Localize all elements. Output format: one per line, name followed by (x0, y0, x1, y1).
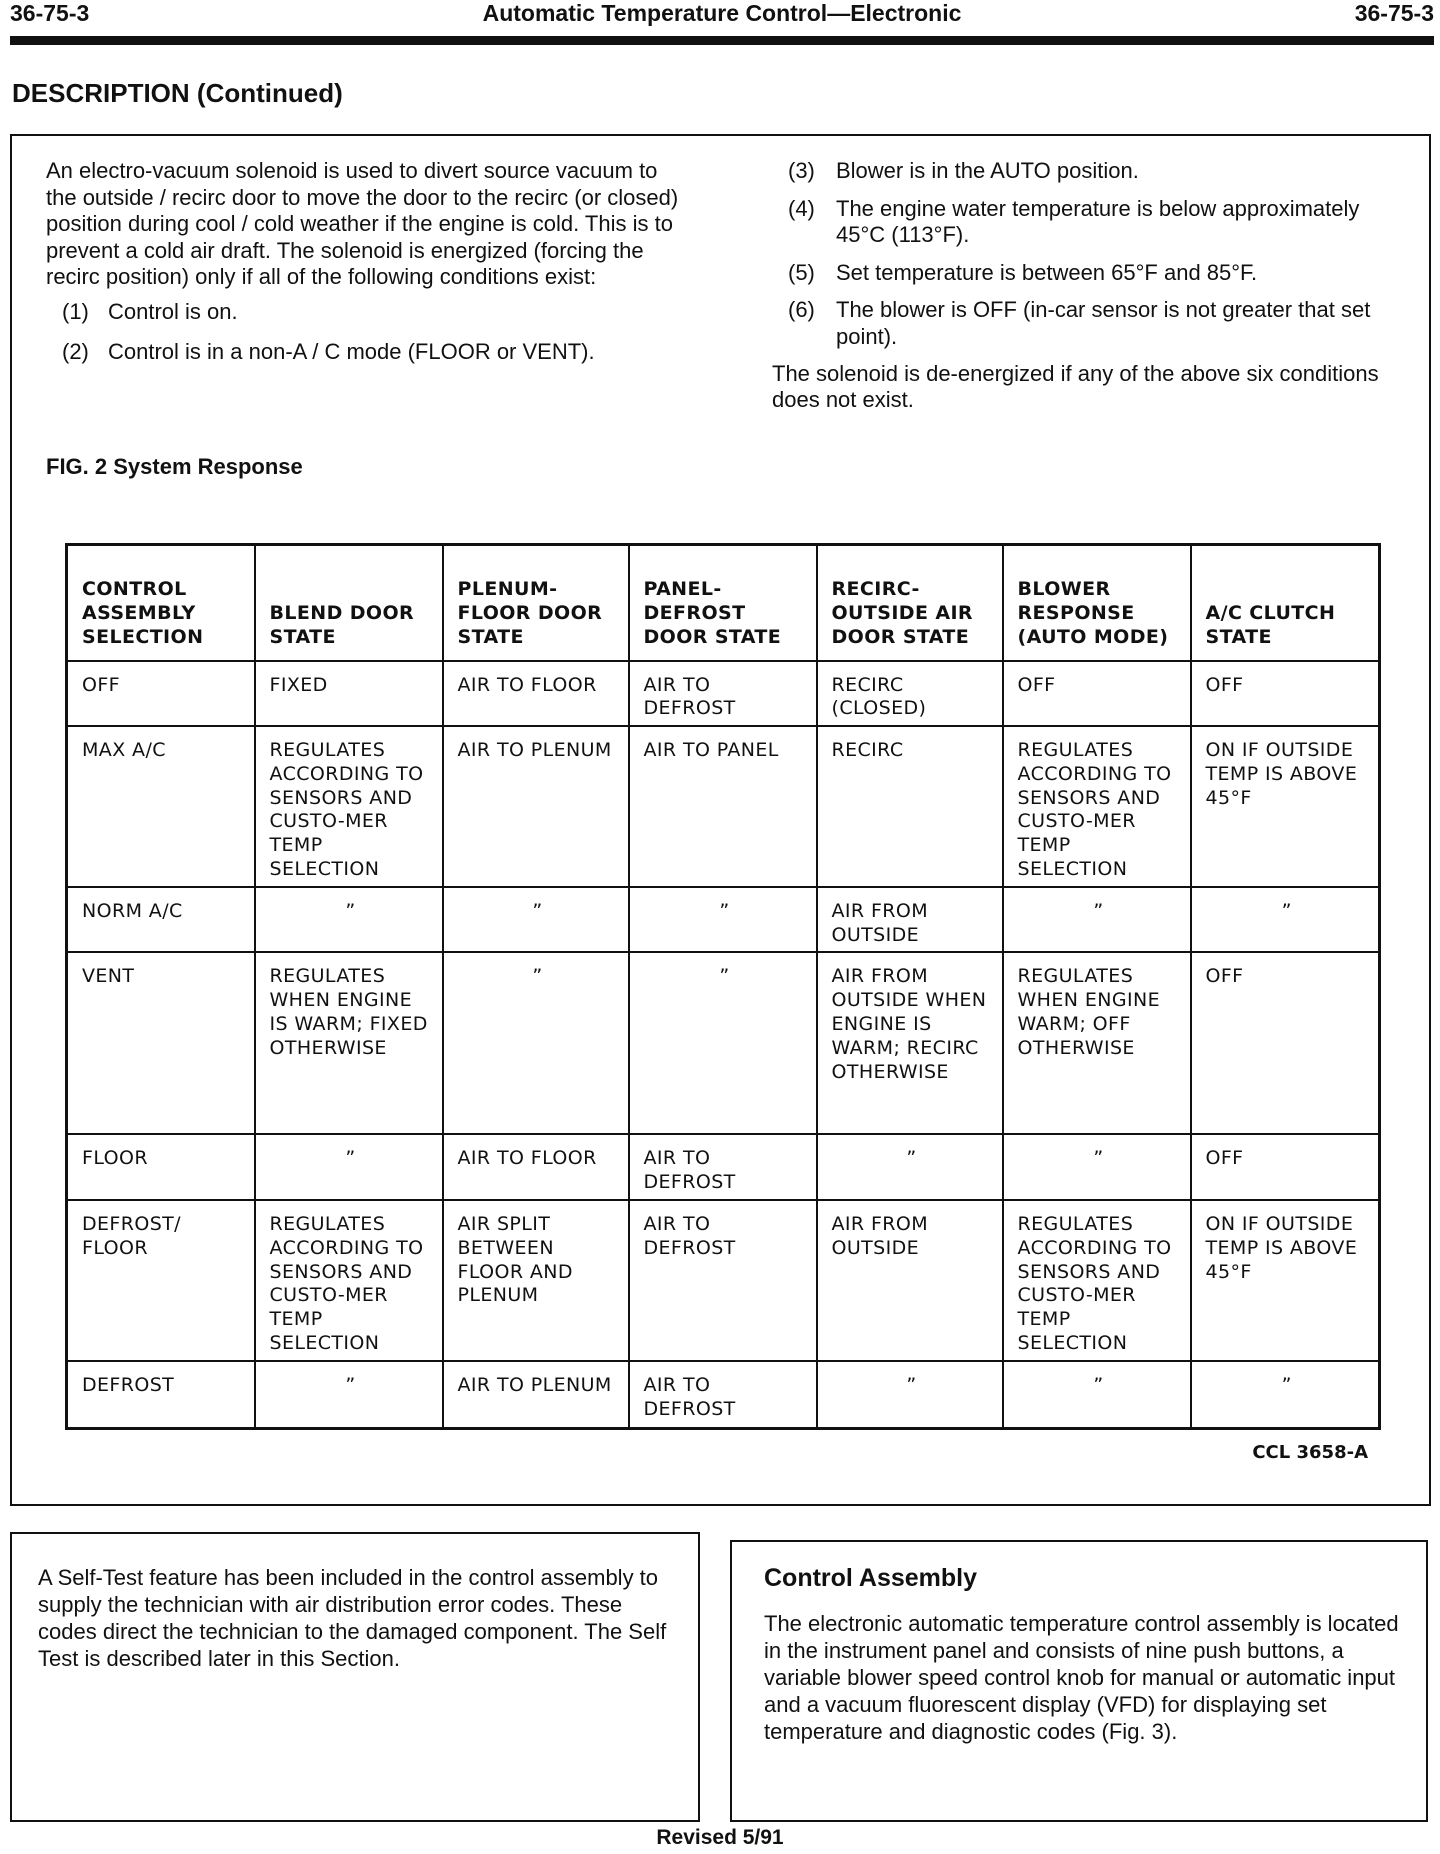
condition-number: (6) (788, 297, 815, 323)
page-number-left: 36-75-3 (10, 0, 90, 26)
table-cell: OFF (1191, 952, 1380, 1134)
condition-item (772, 196, 1384, 249)
column-header: PLENUM-FLOOR DOOR STATE (443, 545, 629, 661)
table-cell: FLOOR (67, 1134, 255, 1200)
control-assembly-heading: Control Assembly (764, 1564, 978, 1592)
header-rule (10, 36, 1434, 45)
ditto-cell: ” (629, 887, 817, 953)
closing-paragraph: The solenoid is de-energized if any of the above six conditions does not exist. (772, 360, 1379, 413)
condition-number: (2) (62, 338, 89, 364)
condition-text: The blower is OFF (in-car sensor is not greater that set point). (836, 297, 1371, 349)
table-cell: OFF (1191, 661, 1380, 727)
table-cell: FIXED (255, 661, 443, 727)
ditto-cell: ” (443, 952, 629, 1134)
column-header: BLEND DOOR STATE (255, 545, 443, 661)
table-row (67, 726, 1380, 887)
table-cell: NORM A/C (67, 887, 255, 953)
ditto-cell: ” (629, 952, 817, 1134)
ditto-cell: ” (1191, 887, 1380, 953)
revision-footer: Revised 5/91 (656, 1826, 784, 1849)
intro-left-column (46, 158, 686, 365)
table-cell: VENT (67, 952, 255, 1134)
table-cell: OFF (67, 661, 255, 727)
table-cell: REGULATES ACCORDING TO SENSORS AND CUSTO-MER TEMP SELECTION (1003, 726, 1191, 887)
table-cell: REGULATES WHEN ENGINE WARM; OFF OTHERWISE (1003, 952, 1191, 1134)
ditto-cell: ” (1003, 1361, 1191, 1429)
page-header (10, 0, 1434, 30)
ditto-cell: ” (817, 1134, 1003, 1200)
table-cell: ON IF OUTSIDE TEMP IS ABOVE 45°F (1191, 726, 1380, 887)
ditto-cell: ” (1191, 1361, 1380, 1429)
condition-text: Set temperature is between 65°F and 85°F. (836, 259, 1258, 285)
table-row (67, 661, 1380, 727)
table-cell: AIR TO PLENUM (443, 1361, 629, 1429)
column-header: PANEL-DEFROST DOOR STATE (629, 545, 817, 661)
table-cell: AIR FROM OUTSIDE WHEN ENGINE IS WARM; RECIRC OTHERWISE (817, 952, 1003, 1134)
table-cell: AIR TO DEFROST (629, 661, 817, 727)
control-assembly-text: The electronic automatic temperature control assembly is located in the instrument panel and consists of nine push buttons, a variable blower speed control knob for manual or automatic input and a vacuum fluorescent display (VFD) for displaying set temperature and diagnostic codes (Fig. 3). (764, 1611, 1399, 1744)
table-cell: REGULATES ACCORDING TO SENSORS AND CUSTO-MER TEMP SELECTION (1003, 1200, 1191, 1361)
condition-number: (4) (788, 195, 815, 221)
condition-text: Control is on. (108, 298, 238, 324)
table-header-row (67, 545, 1380, 661)
table-cell: AIR TO FLOOR (443, 1134, 629, 1200)
condition-item (772, 260, 1384, 287)
condition-number: (3) (788, 158, 815, 183)
table-cell: REGULATES WHEN ENGINE IS WARM; FIXED OTHERWISE (255, 952, 443, 1134)
self-test-box (10, 1532, 700, 1822)
condition-item (772, 158, 1384, 185)
ditto-cell: ” (817, 1361, 1003, 1429)
table-cell: AIR TO PANEL (629, 726, 817, 887)
condition-text: Blower is in the AUTO position. (836, 158, 1139, 183)
document-title: Automatic Temperature Control—Electronic (482, 0, 962, 26)
table-cell: AIR TO DEFROST (629, 1200, 817, 1361)
condition-item (46, 299, 686, 326)
self-test-text: A Self-Test feature has been included in the control assembly to supply the technician with air distribution error codes. These codes direct the technician to the damaged component. The Self Test is described later in this Section. (38, 1565, 667, 1671)
condition-number: (1) (62, 298, 89, 324)
column-header: BLOWER RESPONSE (AUTO MODE) (1003, 545, 1191, 661)
system-response-table (65, 543, 1381, 1430)
condition-text: Control is in a non-A / C mode (FLOOR or VENT). (108, 338, 595, 364)
table-cell: ON IF OUTSIDE TEMP IS ABOVE 45°F (1191, 1200, 1380, 1361)
table-row (67, 1200, 1380, 1361)
table-row (67, 1361, 1380, 1429)
ditto-cell: ” (255, 887, 443, 953)
table-cell: AIR SPLIT BETWEEN FLOOR AND PLENUM (443, 1200, 629, 1361)
condition-item (772, 297, 1384, 350)
table-row (67, 952, 1380, 1134)
table-cell: AIR TO DEFROST (629, 1361, 817, 1429)
table-cell: AIR FROM OUTSIDE (817, 1200, 1003, 1361)
condition-item (46, 339, 686, 366)
control-assembly-box (730, 1540, 1428, 1822)
table-cell: OFF (1191, 1134, 1380, 1200)
table-cell: DEFROST (67, 1361, 255, 1429)
table-row (67, 1134, 1380, 1200)
table-cell: MAX A/C (67, 726, 255, 887)
figure-code: CCL 3658-A (1252, 1442, 1368, 1463)
table-cell: REGULATES ACCORDING TO SENSORS AND CUSTO-MER TEMP SELECTION (255, 726, 443, 887)
intro-paragraph: An electro-vacuum solenoid is used to divert source vacuum to the outside / recirc door to move the door to the recirc (or closed) position during cool / cold weather if the engine is cold. This is to prevent a cold air draft. The solenoid is energized (forcing the recirc position) only if all of the following conditions exist: (46, 158, 679, 290)
ditto-cell: ” (255, 1361, 443, 1429)
condition-text: The engine water temperature is below approximately 45°C (113°F). (836, 195, 1360, 248)
table-cell: RECIRC (CLOSED) (817, 661, 1003, 727)
table-cell: REGULATES ACCORDING TO SENSORS AND CUSTO-MER TEMP SELECTION (255, 1200, 443, 1361)
table-cell: RECIRC (817, 726, 1003, 887)
table-cell: OFF (1003, 661, 1191, 727)
table-cell: AIR TO FLOOR (443, 661, 629, 727)
column-header: A/C CLUTCH STATE (1191, 545, 1380, 661)
intro-right-column (772, 158, 1384, 414)
table-cell: AIR TO PLENUM (443, 726, 629, 887)
table-cell: AIR TO DEFROST (629, 1134, 817, 1200)
condition-number: (5) (788, 259, 815, 285)
column-header: RECIRC-OUTSIDE AIR DOOR STATE (817, 545, 1003, 661)
page-number-right: 36-75-3 (1354, 0, 1434, 26)
table-row (67, 887, 1380, 953)
ditto-cell: ” (1003, 887, 1191, 953)
table-cell: DEFROST/ FLOOR (67, 1200, 255, 1361)
figure-title: FIG. 2 System Response (46, 454, 303, 479)
ditto-cell: ” (1003, 1134, 1191, 1200)
section-title: DESCRIPTION (Continued) (12, 78, 343, 108)
table-cell: AIR FROM OUTSIDE (817, 887, 1003, 953)
ditto-cell: ” (255, 1134, 443, 1200)
column-header: CONTROL ASSEMBLY SELECTION (67, 545, 255, 661)
ditto-cell: ” (443, 887, 629, 953)
